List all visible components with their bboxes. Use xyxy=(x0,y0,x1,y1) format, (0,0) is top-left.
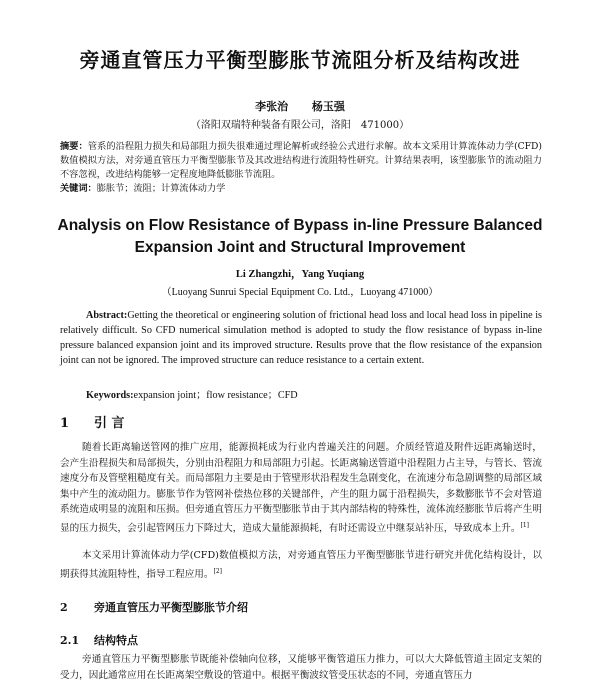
abstract-label-english: Abstract: xyxy=(86,310,128,321)
abstract-text-english: Getting the theoretical or engineering solution of frictional head loss and local head loss in pipeline is relatively difficult. So CFD numerical simulation method is adopted to study the flow resistance of bypass in-line pressure balanced expansion joint and its improved structure. Results prove that the flow resistance of the expansion joint can not be ignored. The improved structure can reduce resistance to a certain extent. xyxy=(60,310,542,366)
abstract-chinese xyxy=(60,140,542,196)
citation-1: [1] xyxy=(520,521,529,529)
paper-title-english xyxy=(30,215,570,259)
keywords-english xyxy=(86,386,298,401)
section-2-1-number: 2.1 xyxy=(60,634,80,647)
section-1-paragraph-1 xyxy=(60,440,542,536)
abstract-english xyxy=(60,308,542,368)
section-2-title: 旁通直管压力平衡型膨胀节介绍 xyxy=(94,601,248,614)
abstract-text-chinese: 管系的沿程阻力损失和局部阻力损失很难通过理论解析或经验公式进行求解。故本文采用计算流体动力学(CFD)数值模拟方法，对旁通直管压力平衡型膨胀节及其改进结构进行流阻特性研究。计算结果表明，该型膨胀节的流动阻力不容忽视，改进结构能够一定程度地降低膨胀节流阻。 xyxy=(60,141,543,180)
authors-english: Li Zhangzhi，Yang Yuqiang xyxy=(235,269,365,280)
section-1-title: 引 言 xyxy=(94,416,125,431)
abstract-label-chinese: 摘要： xyxy=(60,141,88,152)
title-english-line-1: Analysis on Flow Resistance of Bypass in-line Pressure Balanced xyxy=(57,217,543,234)
keywords-label-english: Keywords: xyxy=(86,390,134,401)
keywords-text-chinese: 膨胀节；流阻；计算流体动力学 xyxy=(96,183,226,194)
citation-2: [2] xyxy=(213,567,222,575)
section-1-heading xyxy=(60,412,125,431)
author-2-chinese: 杨玉强 xyxy=(311,100,345,113)
keywords-label-chinese: 关键词： xyxy=(60,183,97,194)
section-2-1-paragraph-1: 旁通直管压力平衡型膨胀节既能补偿轴向位移，又能够平衡管道压力推力，可以大大降低管道主固定支架的受力，因此通常应用在长距离架空敷设的管道中。根据平衡波纹管受压状态的不同，旁通直管压力 xyxy=(60,654,542,681)
section-1-number: 1 xyxy=(60,416,70,431)
section-2-1-heading xyxy=(60,632,138,648)
section-2-number: 2 xyxy=(60,601,68,614)
keywords-text-english: expansion joint；flow resistance；CFD xyxy=(133,390,298,401)
section-1-paragraph-1-text: 随着长距离输送管网的推广应用，能源损耗成为行业内普遍关注的问题。介质经管道及附件远距离输送时，会产生沿程损失和局部损失，分别由沿程阻力和局部阻力引起。长距离输送管道中沿程阻力占主导，与管长、管流速度分布及管壁粗糙度有关。而局部阻力主要是由于管壁形状沿程发生急剧变化，在流速分布急剧调整的局部区域集中产生的流动阻力。膨胀节作为管网补偿热位移的关键部件，产生的阻力属于沿程损失，多数膨胀节不会对管道系统造成明显的流阻和压损。但旁通直管压力平衡型膨胀节由于其内部结构的特殊性，流体流经膨胀节后将产生明显的压力损失，会引起管网压力下降过大，造成大量能源损耗，有时还需设立中继泵站补压，导致成本上升。 xyxy=(60,442,542,534)
section-1-paragraph-2-text: 本文采用计算流体动力学(CFD)数值模拟方法，对旁通直管压力平衡型膨胀节进行研究并优化结构设计，以期获得其流阻特性，指导工程应用。 xyxy=(60,550,542,580)
authors-chinese xyxy=(0,98,600,114)
author-1-chinese: 李张治 xyxy=(255,100,289,113)
title-english-line-2: Expansion Joint and Structural Improvement xyxy=(134,239,466,256)
paper-title-chinese: 旁通直管压力平衡型膨胀节流阻分析及结构改进 xyxy=(79,48,521,72)
affiliation-english: （Luoyang Sunrui Special Equipment Co. Ltd.，Luoyang 471000） xyxy=(161,287,439,298)
section-2-1-title: 结构特点 xyxy=(94,634,138,647)
section-2-heading xyxy=(60,599,248,615)
affiliation-chinese: （洛阳双瑞特种装备有限公司，洛阳 471000） xyxy=(190,120,410,131)
section-1-paragraph-2 xyxy=(60,548,542,582)
